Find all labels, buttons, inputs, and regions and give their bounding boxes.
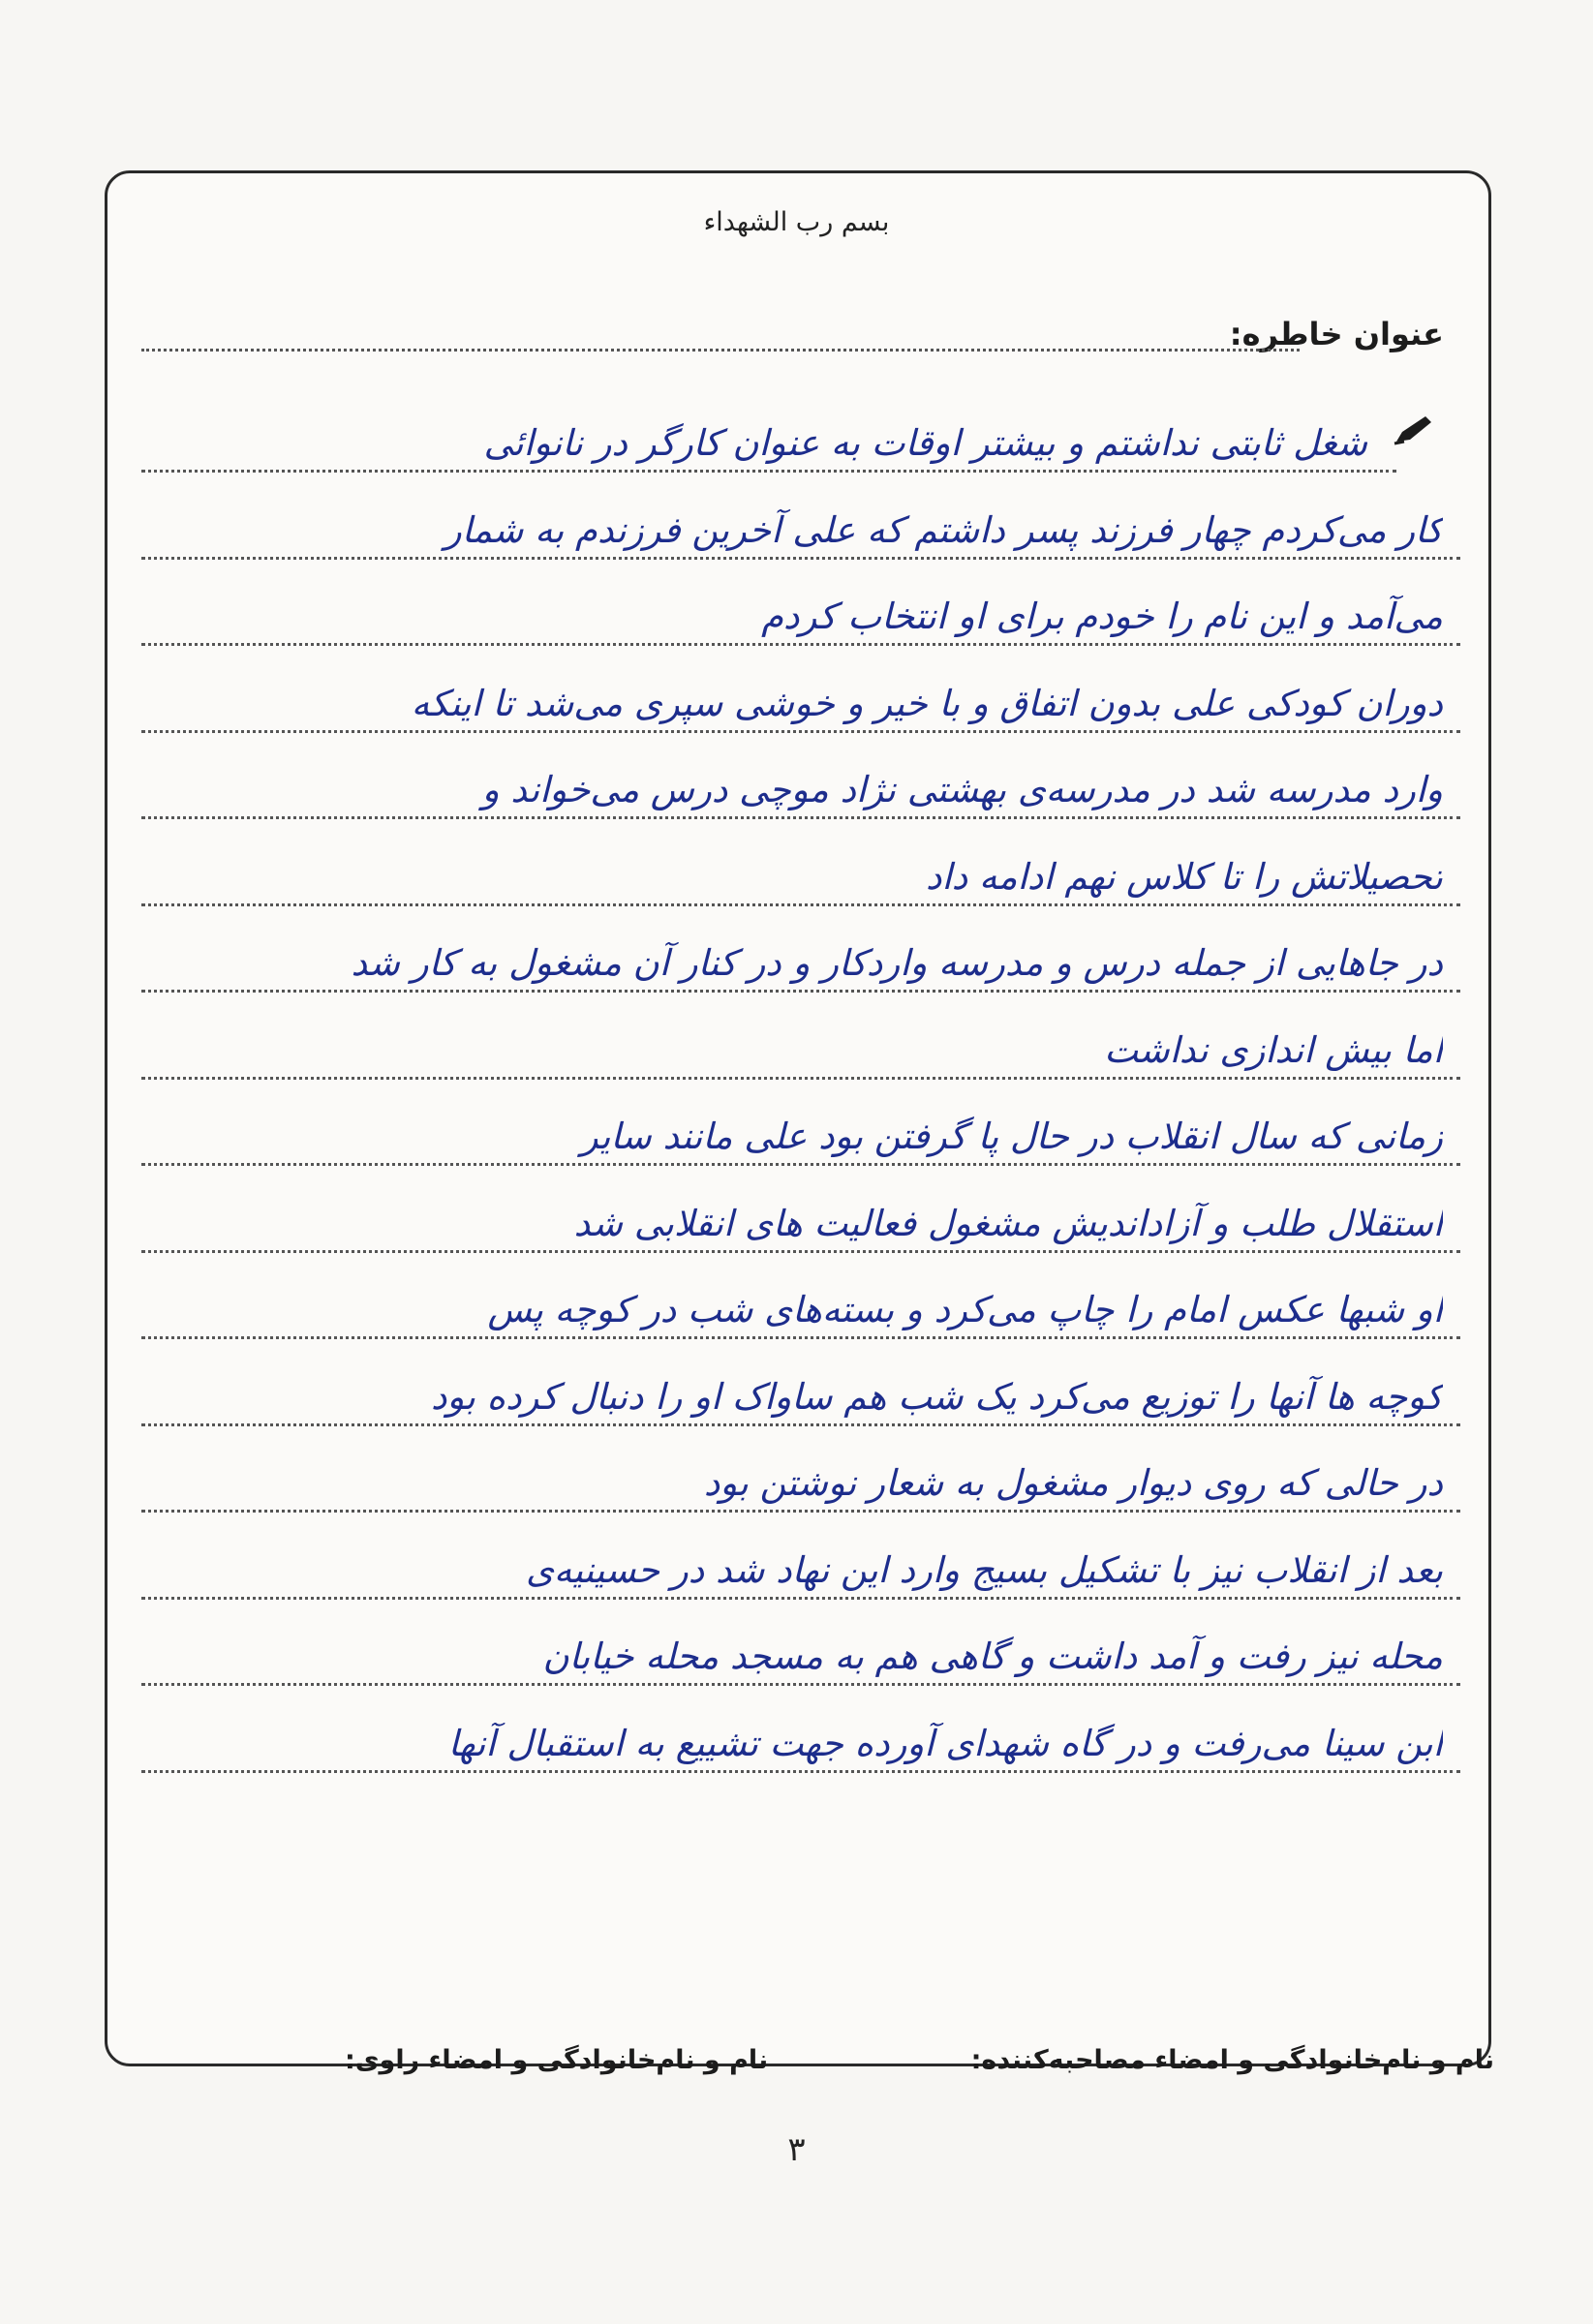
text-line	[141, 1605, 1460, 1686]
text-line	[141, 1432, 1460, 1513]
text-line	[141, 999, 1460, 1080]
text-line	[141, 1519, 1460, 1600]
line-text: دوران کودکی علی بدون اتفاق و با خیر و خوشی سپری می‌شد تا اینکه	[411, 682, 1443, 724]
text-line	[141, 566, 1460, 646]
line-text: کار می‌کردم چهار فرزند پسر داشتم که علی آخرین فرزندم به شمار	[444, 508, 1443, 551]
line-text: وارد مدرسه شد در مدرسه‌ی بهشتی نژاد موچی درس می‌خواند و	[481, 769, 1443, 810]
basmala-heading: بسم رب الشهداء	[703, 207, 890, 237]
text-line	[141, 1173, 1460, 1253]
text-line	[141, 739, 1460, 819]
narrator-signature-label: نام و نام‌خانوادگی و امضاء راوی:	[345, 2045, 769, 2075]
text-line	[141, 826, 1460, 906]
text-line	[141, 912, 1460, 993]
line-text: شغل ثابتی نداشتم و بیشتر اوقات به عنوان کارگر در نانوائی	[483, 422, 1367, 464]
line-text: بعد از انقلاب نیز با تشکیل بسیج وارد این نهاد شد در حسینیه‌ی	[525, 1548, 1443, 1591]
line-text: زمانی که سال انقلاب در حال پا گرفتن بود علی مانند سایر	[580, 1116, 1443, 1157]
interviewer-signature-label: نام و نام‌خانوادگی و امضاء مصاحبه‌کننده:	[970, 2045, 1494, 2075]
page-number: ۳	[787, 2130, 806, 2169]
text-line	[141, 1259, 1460, 1339]
line-text: در جاهایی از جمله درس و مدرسه واردکار و در کنار آن مشغول به کار شد	[351, 942, 1443, 984]
text-line	[141, 1693, 1460, 1773]
line-text: در حالی که روی دیوار مشغول به شعار نوشتن بود	[703, 1462, 1443, 1504]
line-text: اما بیش اندازی نداشت	[1104, 1028, 1443, 1071]
line-text: کوچه ها آنها را توزیع می‌کرد یک شب هم ساواک او را دنبال کرده بود	[431, 1375, 1443, 1418]
pen-icon	[1393, 413, 1435, 445]
line-text: تحصیلاتش را تا کلاس نهم ادامه داد	[925, 855, 1443, 898]
line-text: او شبها عکس امام را چاپ می‌کرد و بسته‌های شب در کوچه پس	[487, 1289, 1443, 1330]
line-text: ابن سینا می‌رفت و در گاه شهدای آورده جهت تشییع به استقبال آنها	[447, 1722, 1443, 1764]
line-text: استقلال طلب و آزاداندیش مشغول فعالیت های انقلابی شد	[573, 1202, 1443, 1244]
text-line	[141, 653, 1460, 733]
text-line	[141, 479, 1460, 560]
line-text: می‌آمد و این نام را خودم برای او انتخاب کردم	[761, 596, 1443, 637]
line-text: محله نیز رفت و آمد داشت و گاهی هم به مسجد محله خیابان	[542, 1636, 1443, 1677]
memory-title-field	[141, 349, 1300, 352]
text-line	[141, 392, 1396, 473]
text-line	[141, 1346, 1460, 1426]
memory-title-label: عنوان خاطره:	[1229, 316, 1444, 352]
text-line	[141, 1086, 1460, 1166]
